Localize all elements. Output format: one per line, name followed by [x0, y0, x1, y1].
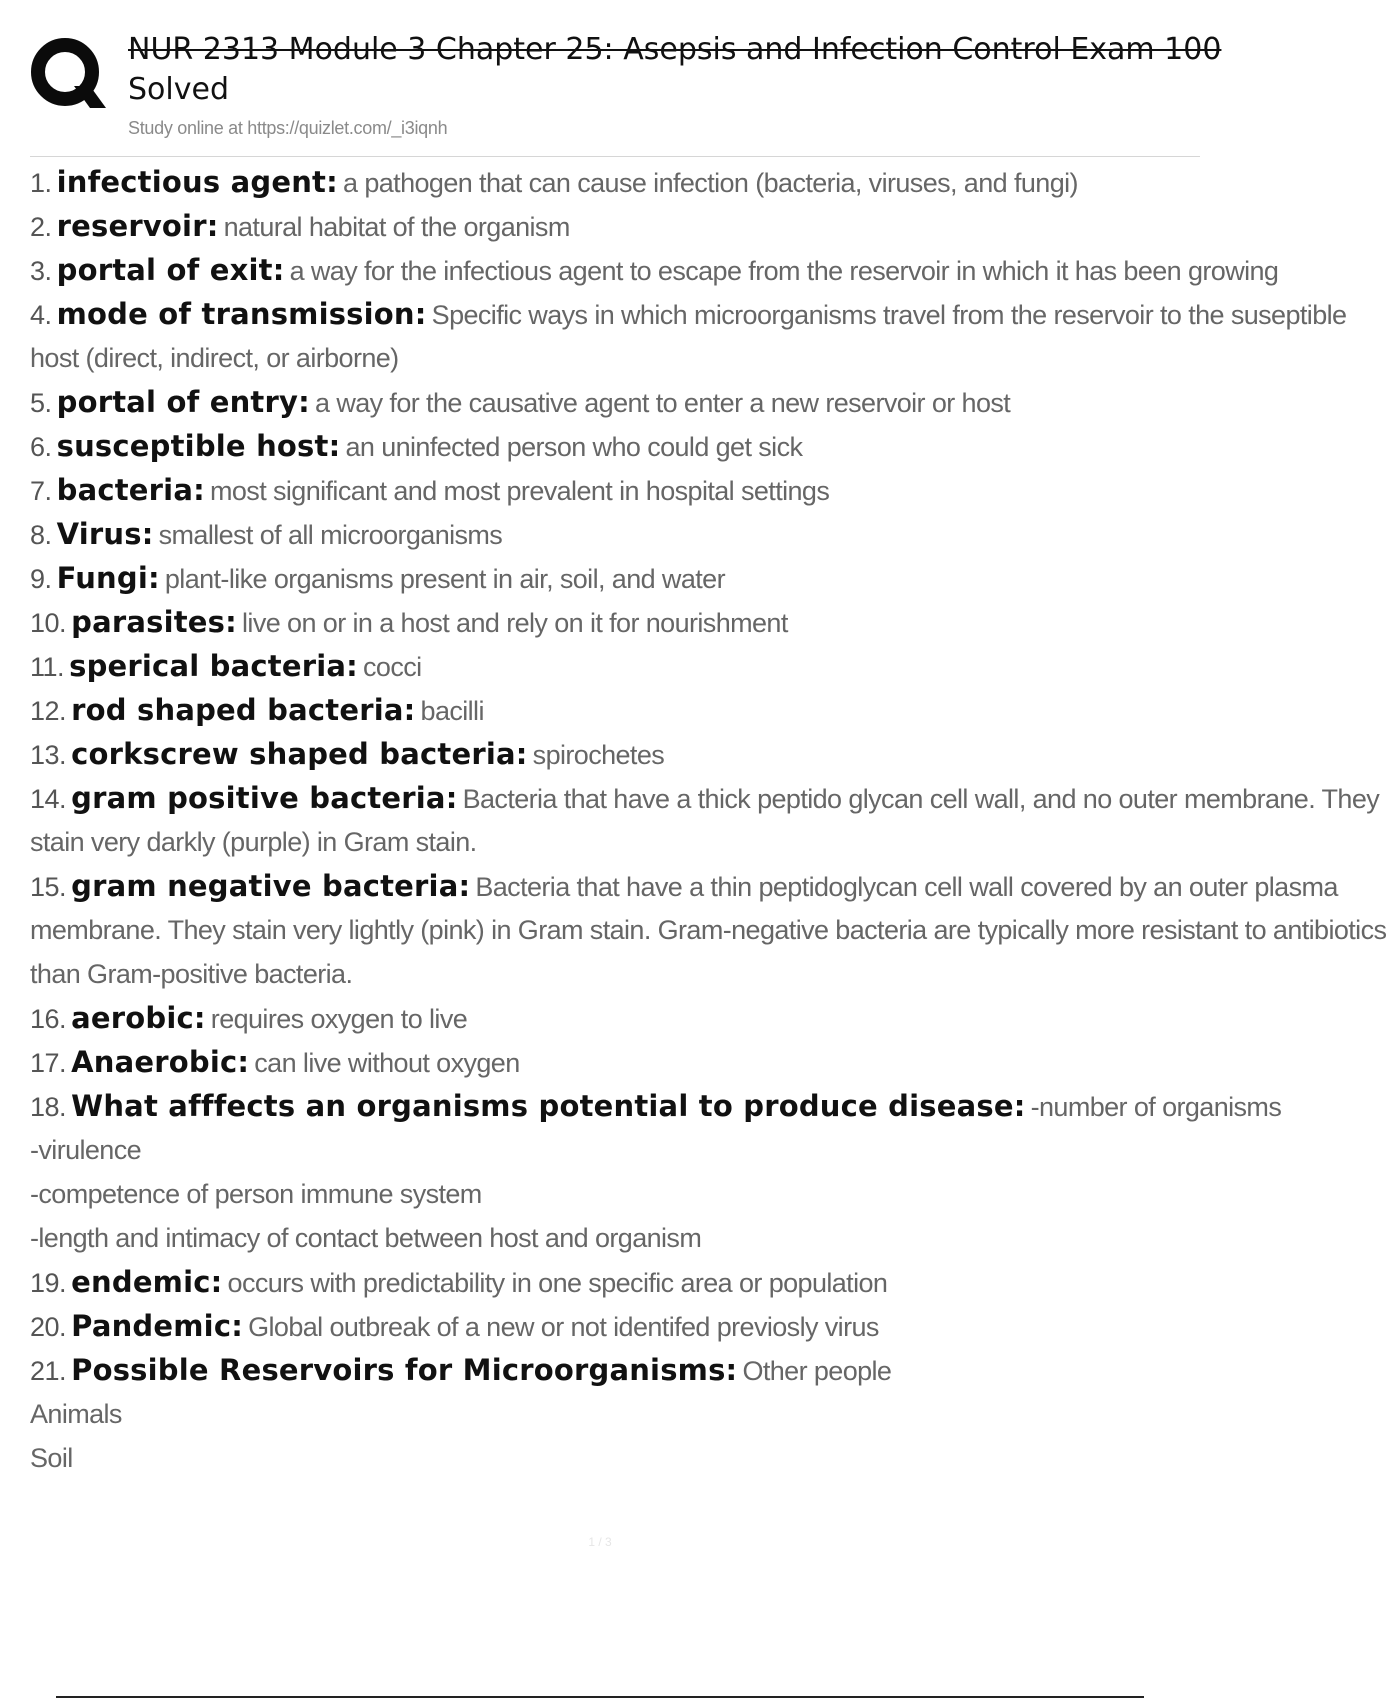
term-label: portal of entry:	[56, 385, 310, 419]
definition-text: can live without oxygen	[254, 1048, 520, 1078]
term-line	[30, 1040, 1200, 1084]
definition-text: live on or in a host and rely on it for nourishment	[242, 608, 788, 638]
definition-continuation	[30, 1216, 1200, 1260]
term-item	[30, 644, 1200, 688]
definition-text: bacilli	[420, 696, 484, 726]
term-item	[30, 160, 1200, 204]
term-line	[30, 556, 1200, 600]
term-line	[30, 1304, 1200, 1348]
definition-text: Animals	[30, 1399, 122, 1429]
item-number: 14.	[30, 784, 67, 814]
term-line	[30, 512, 1200, 556]
term-line	[30, 1260, 1200, 1304]
definition-text: requires oxygen to live	[210, 1004, 468, 1034]
footer-divider	[56, 1696, 1144, 1698]
term-label: gram positive bacteria:	[71, 781, 458, 815]
item-number: 15.	[30, 872, 67, 902]
item-number: 20.	[30, 1312, 67, 1342]
definition-text: Specific ways in which microorganisms travel from the reservoir to the suseptible	[431, 300, 1347, 330]
item-number: 1.	[30, 168, 52, 198]
definition-text: cocci	[363, 652, 422, 682]
item-number: 5.	[30, 388, 52, 418]
term-item	[30, 292, 1347, 380]
definition-text: host (direct, indirect, or airborne)	[30, 343, 399, 373]
term-line	[30, 380, 1200, 424]
definition-continuation	[30, 820, 1200, 864]
term-item	[30, 204, 1200, 248]
header-divider	[30, 156, 1200, 157]
definition-text: a way for the infectious agent to escape from the reservoir in which it has been growing	[289, 256, 1279, 286]
quizlet-logo-icon	[30, 34, 108, 114]
definition-text: -competence of person immune system	[30, 1179, 482, 1209]
item-number: 8.	[30, 520, 52, 550]
term-line	[30, 1348, 1200, 1392]
term-line	[30, 996, 1200, 1040]
document-title-continued: Solved	[128, 72, 229, 107]
definition-text: most significant and most prevalent in hospital settings	[209, 476, 830, 506]
term-item	[30, 424, 1200, 468]
term-item	[30, 1304, 1200, 1348]
term-label: parasites:	[71, 605, 237, 639]
item-number: 11.	[30, 652, 65, 682]
item-number: 10.	[30, 608, 67, 638]
term-label: Anaerobic:	[71, 1045, 250, 1079]
term-line	[30, 424, 1200, 468]
item-number: 12.	[30, 696, 67, 726]
definition-text: than Gram-positive bacteria.	[30, 959, 353, 989]
definition-continuation	[30, 952, 1200, 996]
definition-text: stain very darkly (purple) in Gram stain.	[30, 827, 477, 857]
page-number: 1 / 3	[588, 1535, 612, 1549]
term-label: endemic:	[71, 1265, 223, 1299]
term-label: mode of transmission:	[56, 297, 427, 331]
definition-text: occurs with predictability in one specific area or population	[227, 1268, 888, 1298]
definition-text: spirochetes	[532, 740, 665, 770]
study-online-link[interactable]: Study online at https://quizlet.com/_i3iqnh	[128, 118, 448, 138]
item-number: 17.	[30, 1048, 67, 1078]
term-item	[30, 512, 1200, 556]
definition-continuation	[30, 908, 1386, 952]
term-line	[30, 1084, 1282, 1128]
item-number: 7.	[30, 476, 52, 506]
item-number: 6.	[30, 432, 52, 462]
definition-continuation	[30, 1172, 1200, 1216]
term-line	[30, 688, 1200, 732]
flashcard-list	[30, 160, 1386, 1480]
term-label: susceptible host:	[56, 429, 341, 463]
term-line	[30, 600, 1200, 644]
definition-text: plant-like organisms present in air, soil, and water	[164, 564, 725, 594]
term-label: portal of exit:	[56, 253, 285, 287]
term-line	[30, 468, 1200, 512]
definition-continuation	[30, 1436, 1200, 1480]
term-label: gram negative bacteria:	[71, 869, 471, 903]
term-line	[30, 204, 1200, 248]
term-item	[30, 1084, 1282, 1260]
document-title: NUR 2313 Module 3 Chapter 25: Asepsis and Infection Control Exam 100	[128, 32, 1222, 67]
definition-text: a way for the causative agent to enter a new reservoir or host	[315, 388, 1011, 418]
definition-text: -virulence	[30, 1135, 142, 1165]
term-item	[30, 1348, 1200, 1480]
term-label: Pandemic:	[71, 1309, 244, 1343]
item-number: 9.	[30, 564, 52, 594]
term-line	[30, 644, 1200, 688]
definition-text: -number of organisms	[1030, 1092, 1282, 1122]
term-label: Fungi:	[56, 561, 160, 595]
term-line	[30, 776, 1380, 820]
definition-text: a pathogen that can cause infection (bacteria, viruses, and fungi)	[343, 168, 1078, 198]
term-label: aerobic:	[71, 1001, 206, 1035]
term-label: rod shaped bacteria:	[71, 693, 416, 727]
term-label: Possible Reservoirs for Microorganisms:	[71, 1353, 738, 1387]
term-item	[30, 864, 1386, 996]
item-number: 2.	[30, 212, 52, 242]
term-item	[30, 1260, 1200, 1304]
definition-text: Global outbreak of a new or not identifed previosly virus	[248, 1312, 879, 1342]
term-label: What afffects an organisms potential to produce disease:	[71, 1089, 1026, 1123]
term-line	[30, 160, 1200, 204]
term-item	[30, 996, 1200, 1040]
term-line	[30, 292, 1347, 336]
definition-text: an uninfected person who could get sick	[345, 432, 803, 462]
definition-text: natural habitat of the organism	[223, 212, 570, 242]
term-label: Virus:	[56, 517, 154, 551]
definition-text: smallest of all microorganisms	[158, 520, 503, 550]
term-item	[30, 1040, 1200, 1084]
item-number: 16.	[30, 1004, 67, 1034]
definition-text: -length and intimacy of contact between host and organism	[30, 1223, 702, 1253]
term-item	[30, 776, 1380, 864]
term-label: infectious agent:	[56, 165, 338, 199]
definition-text: Other people	[742, 1356, 892, 1386]
term-item	[30, 688, 1200, 732]
definition-text: Bacteria that have a thin peptidoglycan cell wall covered by an outer plasma	[475, 872, 1338, 902]
definition-continuation	[30, 336, 1200, 380]
term-label: sperical bacteria:	[69, 649, 358, 683]
item-number: 18.	[30, 1092, 67, 1122]
definition-continuation	[30, 1128, 1200, 1172]
item-number: 3.	[30, 256, 52, 286]
definition-text: Soil	[30, 1443, 73, 1473]
term-item	[30, 248, 1279, 292]
term-item	[30, 380, 1200, 424]
item-number: 4.	[30, 300, 52, 330]
term-item	[30, 468, 1200, 512]
definition-text: membrane. They stain very lightly (pink) in Gram stain. Gram-negative bacteria are typically more resistant to antibiotics	[30, 915, 1386, 945]
term-line	[30, 864, 1338, 908]
term-item	[30, 556, 1200, 600]
term-item	[30, 600, 1200, 644]
term-item	[30, 732, 1200, 776]
term-line	[30, 248, 1279, 292]
document-header	[30, 30, 1222, 158]
term-label: corkscrew shaped bacteria:	[71, 737, 528, 771]
term-label: bacteria:	[56, 473, 205, 507]
term-line	[30, 732, 1200, 776]
item-number: 13.	[30, 740, 67, 770]
definition-continuation	[30, 1392, 1200, 1436]
term-label: reservoir:	[56, 209, 219, 243]
item-number: 19.	[30, 1268, 67, 1298]
item-number: 21.	[30, 1356, 67, 1386]
definition-text: Bacteria that have a thick peptido glycan cell wall, and no outer membrane. They	[462, 784, 1380, 814]
